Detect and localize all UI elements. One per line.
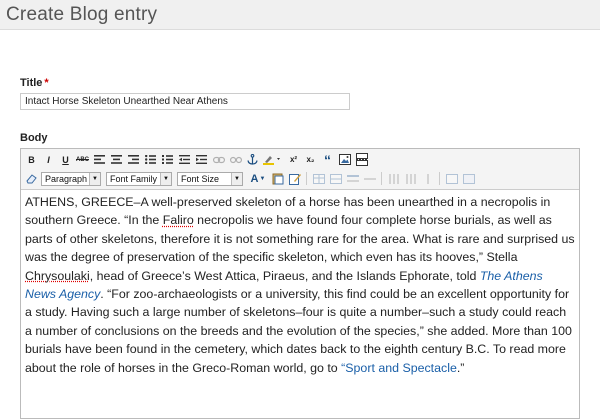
chevron-down-icon: ▼ xyxy=(231,173,242,185)
toolbar-separator xyxy=(306,172,307,185)
split-cells-icon xyxy=(446,174,458,184)
rich-text-editor xyxy=(20,148,580,419)
image-icon xyxy=(339,154,351,165)
remove-format-button[interactable] xyxy=(24,171,39,186)
align-left-button[interactable] xyxy=(92,152,107,167)
delete-row-icon xyxy=(364,174,376,184)
table-row-button[interactable] xyxy=(328,171,343,186)
indent-button[interactable] xyxy=(194,152,209,167)
highlight-color-button[interactable] xyxy=(262,152,284,167)
chevron-down-icon: ▼ xyxy=(89,173,100,185)
align-left-icon xyxy=(94,155,105,164)
body-text-4: . “For zoo-archaeologists or a university, this find could be an excellent opportunity for a study. Having such a large number of skeletons–four is quite a number–such a study could reach a number of conclusions on the breeds and the evolution of the species,” she added. More than 100 burials have been found in the cemetery, which dates back to the eighth century B.C. To read more about the role of horses in the Greco-Roman world, go to xyxy=(25,287,572,375)
body-text-2: necropolis we have found four complete horse burials, as well as parts of other skeletons, therefore it is not something rare for the area. What is rare and surprised us was the degree of preservation of the specific skeleton, which even has its hooves,” Stella xyxy=(25,213,575,265)
link-button[interactable] xyxy=(211,152,226,167)
align-center-button[interactable] xyxy=(109,152,124,167)
align-right-icon xyxy=(128,155,139,164)
anchor-icon xyxy=(247,154,258,165)
format-select-value: Paragraph xyxy=(45,173,88,184)
page-header xyxy=(0,0,600,30)
page-break-icon xyxy=(356,153,368,166)
insert-row-before-button[interactable] xyxy=(345,171,360,186)
edit-icon xyxy=(289,173,301,185)
outdent-icon xyxy=(179,155,190,164)
split-cells-button[interactable] xyxy=(444,171,459,186)
editor-content[interactable] xyxy=(21,190,579,418)
insert-col-after-icon xyxy=(405,174,417,184)
delete-row-button[interactable] xyxy=(362,171,377,186)
toolbar-row-1 xyxy=(24,151,576,168)
blog-form xyxy=(0,77,600,419)
italic-button[interactable]: I xyxy=(47,154,50,165)
title-label-text: Title xyxy=(20,77,43,89)
eraser-icon xyxy=(26,173,38,184)
align-right-button[interactable] xyxy=(126,152,141,167)
sport-and-spectacle-link[interactable]: “Sport and Spectacle xyxy=(341,360,457,375)
font-family-select[interactable] xyxy=(106,172,172,186)
align-center-icon xyxy=(111,155,122,164)
edit-html-button[interactable] xyxy=(287,171,302,186)
spellcheck-word-faliro: Faliro xyxy=(162,213,194,228)
bullet-list-button[interactable] xyxy=(143,152,158,167)
body-text-5: .” xyxy=(456,360,465,375)
title-input[interactable] xyxy=(20,93,350,110)
merge-cells-button[interactable] xyxy=(461,171,476,186)
format-select[interactable] xyxy=(41,172,101,186)
numbered-list-icon xyxy=(162,155,173,164)
title-label xyxy=(20,77,580,89)
highlight-icon xyxy=(263,154,283,165)
chevron-down-icon: ▼ xyxy=(259,175,266,182)
chevron-down-icon: ▼ xyxy=(160,173,171,185)
paste-icon xyxy=(272,173,284,185)
subscript-button[interactable]: x₂ xyxy=(306,155,315,164)
font-size-select-value: Font Size xyxy=(181,173,220,184)
font-size-select[interactable] xyxy=(177,172,243,186)
link-icon xyxy=(213,156,225,164)
toolbar-row-2 xyxy=(24,170,576,187)
delete-col-icon xyxy=(422,174,434,184)
toolbar-separator xyxy=(381,172,382,185)
outdent-button[interactable] xyxy=(177,152,192,167)
required-marker: * xyxy=(44,77,49,89)
toolbar-separator xyxy=(439,172,440,185)
bold-button[interactable]: B xyxy=(28,154,35,165)
page-break-button[interactable] xyxy=(354,152,369,167)
athens-news-agency-link[interactable]: The Athens News Agency xyxy=(25,268,543,302)
insert-image-button[interactable] xyxy=(337,152,352,167)
editor-toolbar xyxy=(21,149,579,190)
numbered-list-button[interactable] xyxy=(160,152,175,167)
insert-col-after-button[interactable] xyxy=(403,171,418,186)
spellcheck-word-chrysoulaki: Chrysoulaki xyxy=(25,268,90,283)
page-title: Create Blog entry xyxy=(6,3,158,25)
body-text-3: , head of Greece’s West Attica, Piraeus, and the Islands Ephorate, told xyxy=(89,268,480,283)
insert-col-icon xyxy=(388,174,400,184)
font-family-select-value: Font Family xyxy=(110,173,158,184)
superscript-button[interactable]: x² xyxy=(289,155,298,164)
anchor-button[interactable] xyxy=(245,152,260,167)
unlink-button[interactable] xyxy=(228,152,243,167)
insert-col-before-button[interactable] xyxy=(386,171,401,186)
table-row-icon xyxy=(330,174,342,184)
merge-cells-icon xyxy=(463,174,475,184)
strikethrough-button[interactable]: ABC xyxy=(76,156,89,163)
font-color-glyph: A xyxy=(250,172,259,185)
delete-col-button[interactable] xyxy=(420,171,435,186)
table-icon xyxy=(313,174,325,184)
bullet-list-icon xyxy=(145,155,156,164)
blockquote-button[interactable]: “ xyxy=(324,151,331,168)
unlink-icon xyxy=(230,156,242,164)
body-text-1: ATHENS, GREECE–A well-preserved skeleton of a horse has been unearthed in a necropolis in southern Greece. “In the xyxy=(25,195,551,228)
font-color-button[interactable] xyxy=(248,171,268,186)
indent-icon xyxy=(196,155,207,164)
paste-text-button[interactable] xyxy=(270,171,285,186)
underline-button[interactable]: U xyxy=(62,154,69,165)
body-label: Body xyxy=(20,132,48,144)
insert-row-icon xyxy=(347,174,359,184)
table-button[interactable] xyxy=(311,171,326,186)
